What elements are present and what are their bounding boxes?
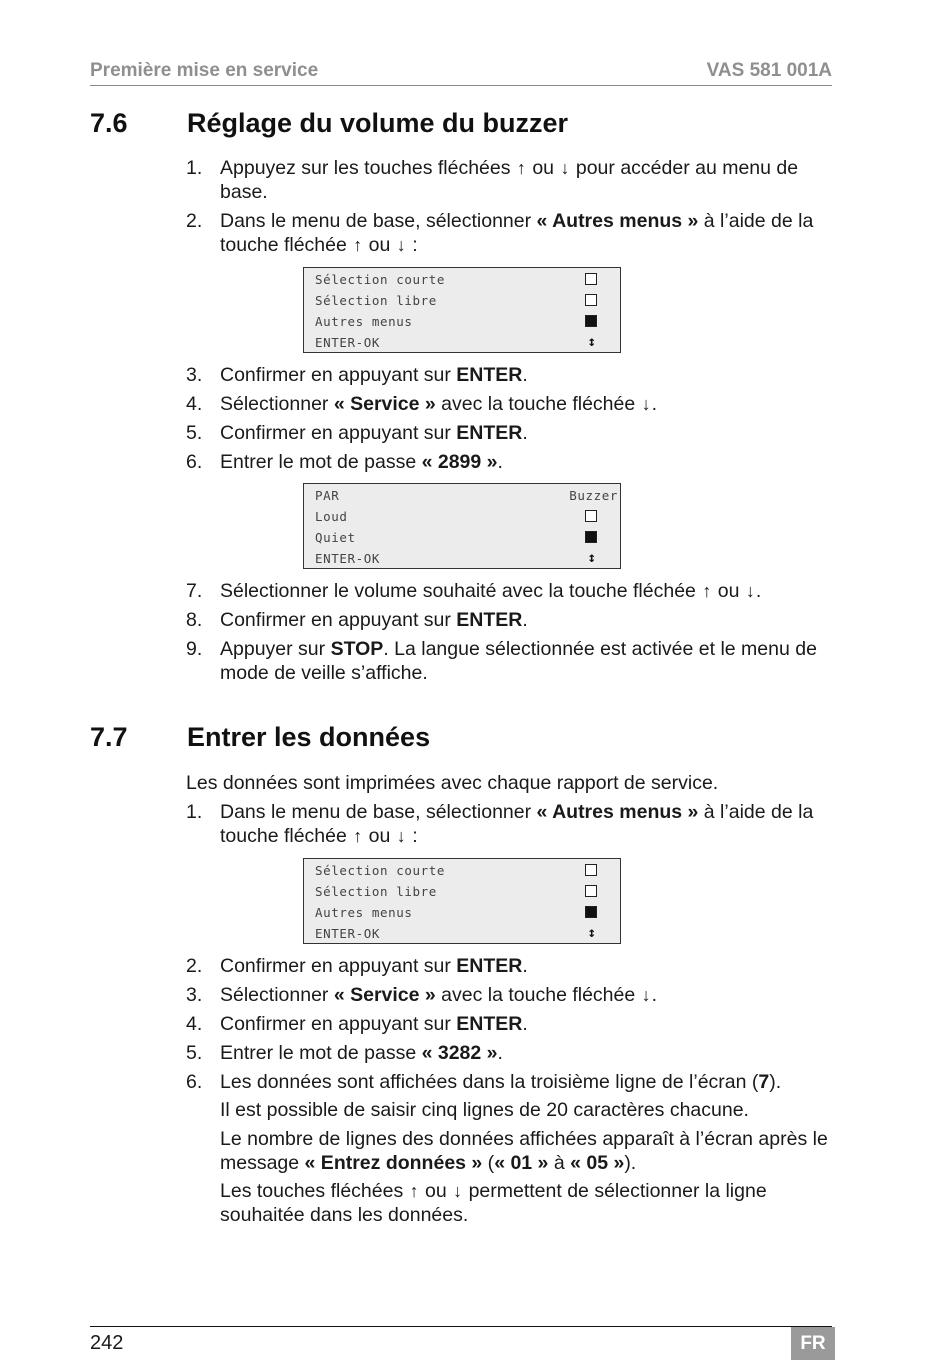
step-number: 1. <box>186 157 203 179</box>
arrow-up-icon: ↑ <box>702 581 712 601</box>
step-number: 2. <box>186 210 203 232</box>
lcd-row: Loud <box>315 509 348 524</box>
lcd-row: Sélection courte <box>315 863 446 878</box>
note-paragraph: Il est possible de saisir cinq lignes de 20 caractères chacune. <box>220 1099 749 1121</box>
note-paragraph: Les touches fléchées ↑ ou ↓ permettent de sélectionner la ligne souhaitée dans les données. <box>220 1180 767 1226</box>
arrow-up-down-icon: ↕ <box>587 334 597 350</box>
step-text: Entrer le mot de passe « 2899 ». <box>220 451 503 473</box>
step-number: 5. <box>186 1042 203 1064</box>
step-number: 3. <box>186 984 203 1006</box>
step-number: 9. <box>186 638 203 660</box>
step-text: Confirmer en appuyant sur ENTER. <box>220 1013 528 1035</box>
lcd-row: Autres menus <box>315 314 413 329</box>
checkbox-empty-icon <box>585 273 597 285</box>
lcd-row: Quiet <box>315 530 356 545</box>
step-number: 6. <box>186 1071 203 1093</box>
lcd-row: Sélection courte <box>315 272 446 287</box>
step-text: Confirmer en appuyant sur ENTER. <box>220 364 528 386</box>
step-number: 2. <box>186 955 203 977</box>
lcd-row: PAR <box>315 488 340 503</box>
checkbox-filled-icon <box>585 531 597 543</box>
lcd-row: Sélection libre <box>315 884 437 899</box>
arrow-up-icon: ↑ <box>516 158 526 178</box>
section-title: Entrer les données <box>187 722 431 752</box>
checkbox-empty-icon <box>585 294 597 306</box>
step-text: Sélectionner le volume souhaité avec la touche fléchée ↑ ou ↓. <box>220 580 762 602</box>
step-text: Sélectionner « Service » avec la touche fléchée ↓. <box>220 393 658 415</box>
lcd-right-label: Buzzer <box>569 488 618 503</box>
section-number: 7.6 <box>90 108 128 138</box>
step-text: Confirmer en appuyant sur ENTER. <box>220 422 528 444</box>
lcd-row: Sélection libre <box>315 293 437 308</box>
arrow-down-icon: ↓ <box>396 235 406 255</box>
arrow-down-icon: ↓ <box>560 158 570 178</box>
step-text: Appuyez sur les touches fléchées ↑ ou ↓ pour accéder au menu de base. <box>220 157 799 203</box>
footer-rule <box>90 1326 832 1327</box>
checkbox-filled-icon <box>585 906 597 918</box>
section-title: Réglage du volume du buzzer <box>187 108 569 138</box>
note-paragraph: Le nombre de lignes des données affichées apparaît à l’écran après le message « Entrez données » (« 01 » à « 05 »). <box>220 1128 828 1174</box>
arrow-down-icon: ↓ <box>641 394 651 414</box>
step-text: Entrer le mot de passe « 3282 ». <box>220 1042 503 1064</box>
arrow-up-down-icon: ↕ <box>587 550 597 566</box>
step-number: 8. <box>186 609 203 631</box>
step-number: 6. <box>186 451 203 473</box>
lcd-display-menu <box>303 858 621 944</box>
lcd-row: ENTER-OK <box>315 335 381 350</box>
arrow-down-icon: ↓ <box>453 1181 463 1201</box>
step-number: 4. <box>186 1013 203 1035</box>
arrow-up-icon: ↑ <box>409 1181 419 1201</box>
lcd-row: ENTER-OK <box>315 926 381 941</box>
step-text: Dans le menu de base, sélectionner « Autres menus » à l’aide de la touche fléchée ↑ ou ↓ : <box>220 801 814 847</box>
step-number: 1. <box>186 801 203 823</box>
arrow-down-icon: ↓ <box>396 826 406 846</box>
checkbox-empty-icon <box>585 510 597 522</box>
step-number: 4. <box>186 393 203 415</box>
checkbox-filled-icon <box>585 315 597 327</box>
lcd-row: Autres menus <box>315 905 413 920</box>
header-model: VAS 581 001A <box>706 60 832 81</box>
checkbox-empty-icon <box>585 885 597 897</box>
page-number: 242 <box>90 1332 124 1354</box>
arrow-down-icon: ↓ <box>745 581 755 601</box>
header-chapter: Première mise en service <box>90 60 319 81</box>
lcd-display-buzzer <box>303 483 621 569</box>
lcd-row: ENTER-OK <box>315 551 381 566</box>
step-text: Sélectionner « Service » avec la touche fléchée ↓. <box>220 984 658 1006</box>
arrow-up-icon: ↑ <box>353 826 363 846</box>
step-number: 5. <box>186 422 203 444</box>
arrow-down-icon: ↓ <box>641 985 651 1005</box>
checkbox-empty-icon <box>585 864 597 876</box>
step-text: Confirmer en appuyant sur ENTER. <box>220 955 528 977</box>
step-text: Appuyer sur STOP. La langue sélectionnée est activée et le menu de mode de veille s’affiche. <box>220 638 817 684</box>
step-text: Dans le menu de base, sélectionner « Autres menus » à l’aide de la touche fléchée ↑ ou ↓ : <box>220 210 814 256</box>
lcd-display-menu <box>303 267 621 353</box>
step-text: Confirmer en appuyant sur ENTER. <box>220 609 528 631</box>
language-badge: FR <box>791 1327 835 1360</box>
page-header <box>90 59 832 86</box>
arrow-up-icon: ↑ <box>353 235 363 255</box>
step-text: Les données sont affichées dans la troisième ligne de l’écran (7). <box>220 1071 782 1093</box>
step-number: 7. <box>186 580 203 602</box>
section-intro: Les données sont imprimées avec chaque rapport de service. <box>186 772 719 794</box>
step-number: 3. <box>186 364 203 386</box>
arrow-up-down-icon: ↕ <box>587 925 597 941</box>
section-number: 7.7 <box>90 722 128 752</box>
